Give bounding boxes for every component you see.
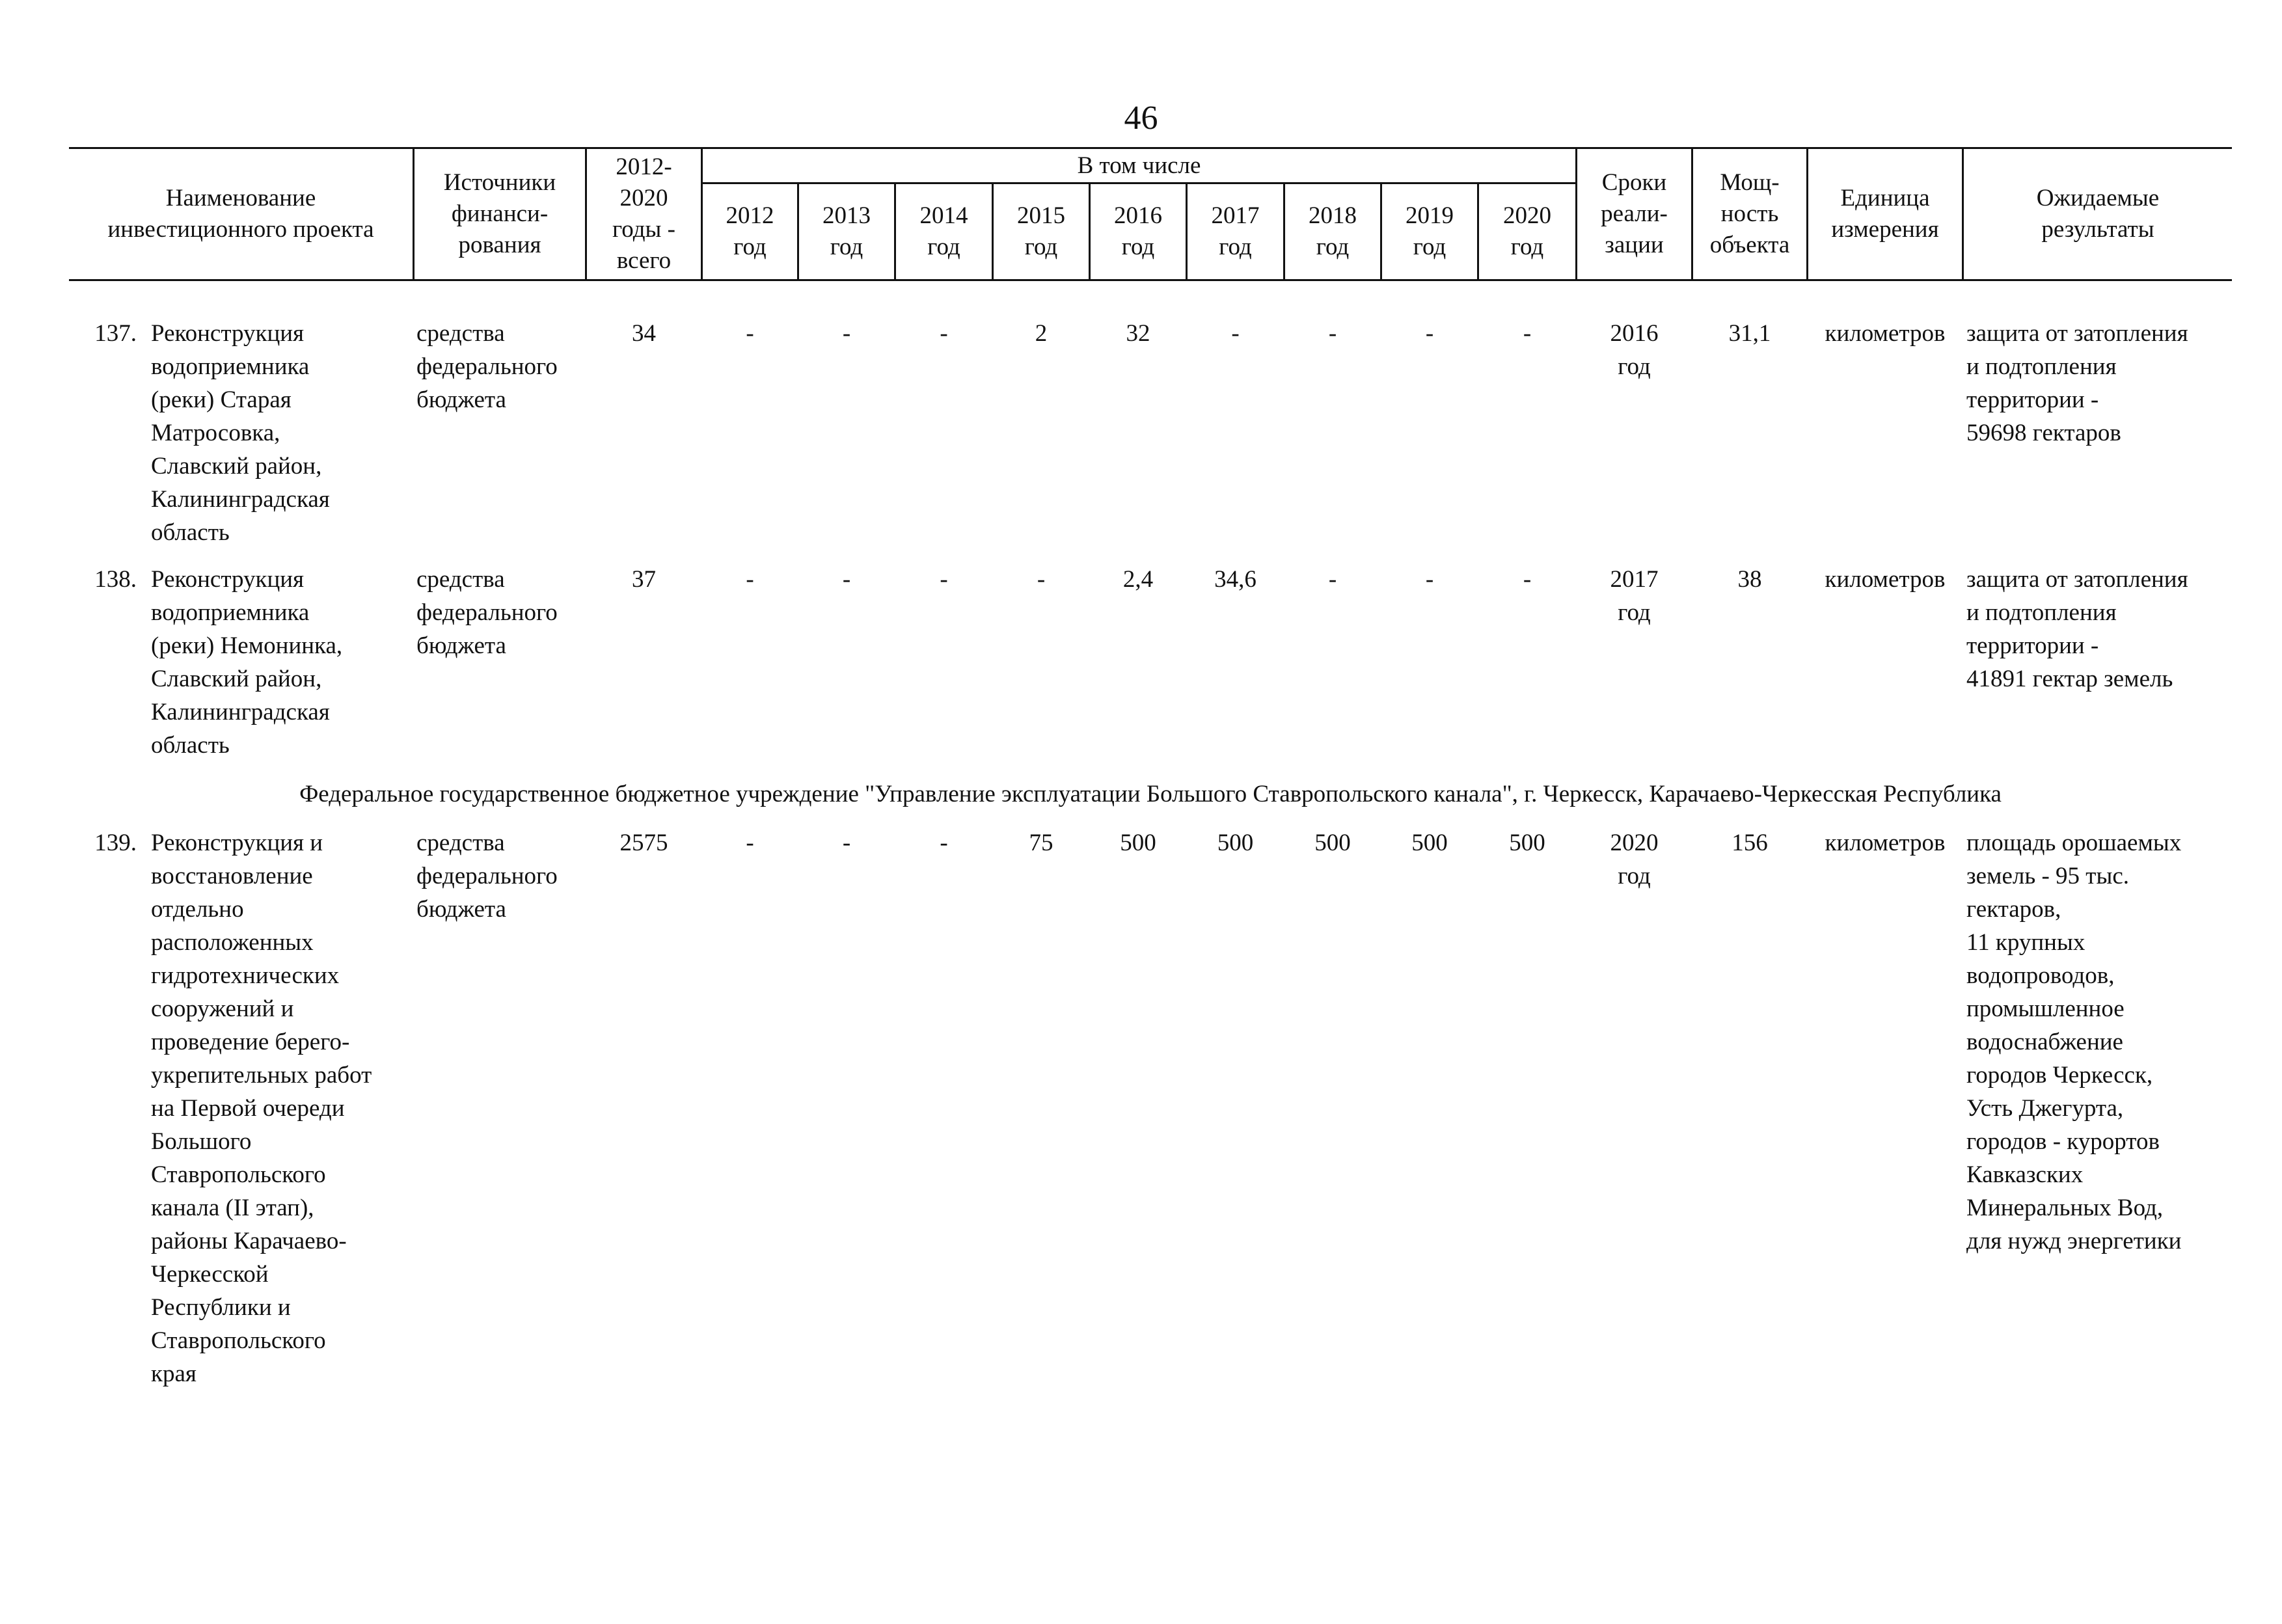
- header-total: 2012-2020 годы - всего: [612, 154, 675, 274]
- header-year-2017: 2017 год: [1211, 202, 1260, 260]
- total-value: 34: [632, 320, 656, 347]
- funding-source: средства федерального бюджета: [416, 830, 558, 923]
- header-year-2013: 2013 год: [822, 202, 871, 260]
- year-value: -: [1523, 566, 1532, 593]
- project-name: Реконструкция водоприемника (реки) Старая Матросовка, Славский район, Калининградская область: [151, 320, 330, 546]
- header-capacity: Мощ-ность объекта: [1709, 169, 1790, 258]
- year-value: -: [1231, 320, 1240, 347]
- unit-value: километров: [1825, 566, 1946, 593]
- header-bottom-rule: [69, 279, 2232, 281]
- header-unit: Единица измерения: [1831, 185, 1939, 243]
- section-heading: Федеральное государственное бюджетное учреждение "Управление эксплуатации Большого Ставропольского канала", г. Черкесск, Карачаево-Черкесская Республика: [299, 781, 2002, 807]
- implementation-term: 2020 год: [1610, 830, 1659, 889]
- expected-results: защита от затопления и подтопления территории - 41891 гектар земель: [1966, 566, 2188, 692]
- header-name: Наименование инвестиционного проекта: [107, 185, 374, 243]
- year-value: 34,6: [1214, 566, 1256, 593]
- expected-results: площадь орошаемых земель - 95 тыс. гектаров, 11 крупных водопроводов, промышленное водоснабжение городов Черкесск, Усть Джегурта, городов - курортов Кавказских Минеральных Вод, для нужд энергетики: [1966, 830, 2182, 1254]
- year-value: -: [842, 830, 851, 856]
- header-year-2014: 2014 год: [919, 202, 968, 260]
- implementation-term: 2016 год: [1610, 320, 1659, 380]
- year-value: 2,4: [1122, 566, 1154, 593]
- header-year-2015: 2015 год: [1017, 202, 1065, 260]
- unit-value: километров: [1825, 320, 1946, 347]
- year-value: -: [1037, 566, 1046, 593]
- year-value: -: [842, 566, 851, 593]
- header-terms: Сроки реали-зации: [1601, 169, 1668, 258]
- year-value: -: [1425, 566, 1434, 593]
- year-value: 500: [1509, 830, 1545, 856]
- year-value: -: [940, 830, 948, 856]
- capacity-value: 38: [1737, 566, 1762, 593]
- year-value: -: [1523, 320, 1532, 347]
- row-number: 138.: [94, 566, 137, 593]
- year-value: -: [746, 320, 754, 347]
- header-year-2016: 2016 год: [1114, 202, 1162, 260]
- header-including: В том числе: [1077, 152, 1201, 179]
- year-value: -: [746, 830, 754, 856]
- year-value: 500: [1411, 830, 1448, 856]
- header-year-2020: 2020 год: [1503, 202, 1551, 260]
- page-number: 46: [1124, 100, 1158, 137]
- year-value: 75: [1029, 830, 1053, 856]
- year-value: 500: [1314, 830, 1351, 856]
- year-value: -: [1328, 566, 1337, 593]
- year-value: 500: [1217, 830, 1254, 856]
- header-year-2019: 2019 год: [1406, 202, 1454, 260]
- funding-source: средства федерального бюджета: [416, 566, 558, 659]
- expected-results: защита от затопления и подтопления территории - 59698 гектаров: [1966, 320, 2188, 446]
- unit-value: километров: [1825, 830, 1946, 856]
- year-value: -: [940, 566, 948, 593]
- total-value: 37: [632, 566, 656, 593]
- year-value: -: [1328, 320, 1337, 347]
- year-value: 2: [1035, 320, 1048, 347]
- header-year-2012: 2012 год: [726, 202, 774, 260]
- year-value: -: [842, 320, 851, 347]
- header-year-2018: 2018 год: [1309, 202, 1357, 260]
- total-value: 2575: [619, 830, 668, 856]
- year-value: 32: [1126, 320, 1150, 347]
- year-value: -: [1425, 320, 1434, 347]
- project-name: Реконструкция водоприемника (реки) Немонинка, Славский район, Калининградская область: [151, 566, 343, 759]
- header-source: Источники финанси-рования: [443, 169, 556, 258]
- year-value: -: [940, 320, 948, 347]
- capacity-value: 156: [1732, 830, 1768, 856]
- header-results: Ожидаемые результаты: [2036, 185, 2160, 243]
- year-value: 500: [1120, 830, 1156, 856]
- implementation-term: 2017 год: [1610, 566, 1659, 626]
- row-number: 139.: [94, 830, 137, 856]
- row-number: 137.: [94, 320, 137, 347]
- capacity-value: 31,1: [1728, 320, 1771, 347]
- year-value: -: [746, 566, 754, 593]
- funding-source: средства федерального бюджета: [416, 320, 558, 413]
- project-name: Реконструкция и восстановление отдельно расположенных гидротехнических сооружений и проведение берего- укрепительных работ на Первой очереди Большого Ставропольского канала (II этап), районы Карачаево- Черкесской Республики и Ставропольского края: [151, 830, 372, 1387]
